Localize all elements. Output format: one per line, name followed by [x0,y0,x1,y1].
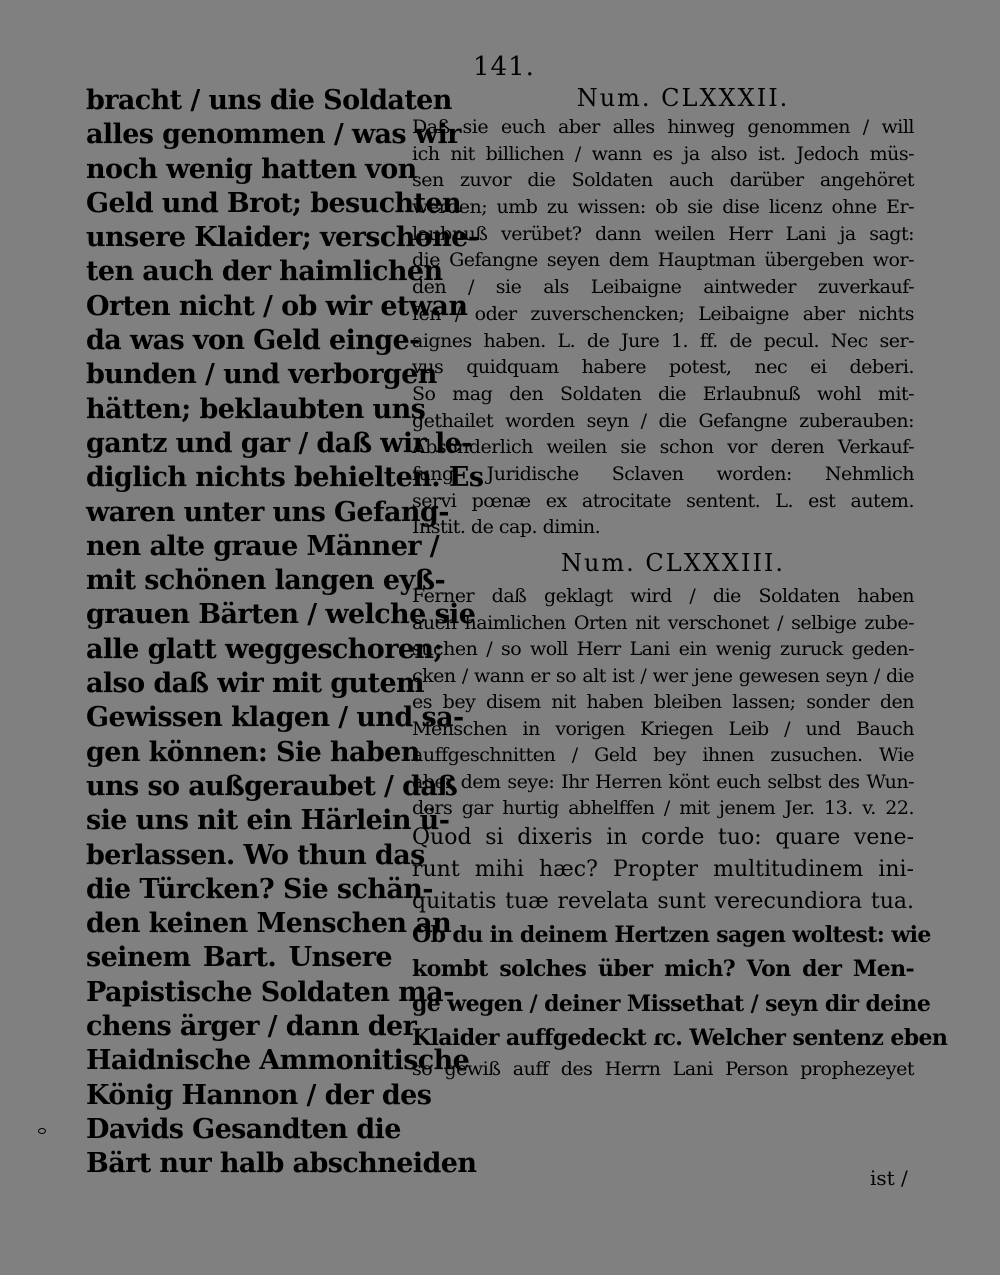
text-line: chens ärger / dann der [86,1011,417,1043]
text-line: grauen Bärten / welche sie [86,599,476,631]
text-line: ders gar hurtig abhelffen / mit jenem Jer. 13. v. 22. [412,797,914,819]
text-line: waren unter uns Gefang- [86,496,449,528]
text-line: hätten; beklaubten uns [86,393,426,425]
text-line: kombt solches über mich? Von der Men- [412,956,914,982]
text-line: aber dem seye: Ihr Herren könt euch selbst des Wun- [412,770,914,793]
text-line: König Hannon / der des [86,1079,432,1111]
text-line: Davids Gesandten die [86,1113,401,1145]
text-line: Papistische Soldaten ma- [86,976,454,1008]
text-line: Gewissen klagen / und sa- [86,702,464,734]
text-line: laubnuß verübet? dann weilen Herr Lani ja sagt: [412,222,914,245]
text-line: noch wenig hatten von [86,153,417,185]
text-line: die Türcken? Sie schän- [86,873,433,905]
text-line: die Gefangne seyen dem Hauptman übergeben wor- [412,249,914,272]
text-line: also daß wir mit gutem [86,668,424,700]
text-line: gen können: Sie haben [86,736,420,768]
ink-speck [38,1128,46,1134]
text-line: ge wegen / deiner Missethat / seyn dir deine [412,990,931,1017]
text-line: fung Juridische Sclaven worden: Nehmlich [412,462,914,485]
text-line: Orten nicht / ob wir etwan [86,290,468,322]
text-line: alle glatt weggeschoren; [86,633,443,665]
text-line: bracht / uns die Soldaten [86,85,452,116]
text-line: sen zuvor die Soldaten auch darüber angehöret [412,169,914,192]
text-line: auch haimlichen Orten nit verschonet / selbige zube- [412,611,914,634]
text-line: Ferner daß geklagt wird / die Soldaten haben [412,585,914,607]
text-line: Daß sie euch aber alles hinweg genommen / will [412,116,914,138]
text-line: da was von Geld einge- [86,325,420,357]
text-line: Instit. de cap. dimin. [412,516,601,539]
text-line: unsere Klaider; verschone- [86,222,479,254]
text-line: diglich nichts behielten. Es [86,462,484,494]
text-line: So mag den Soldaten die Erlaubnuß wohl mit- [412,382,914,405]
text-line: Quod si dixeris in corde tuo: quare vene- [412,824,914,850]
section-heading: Num. CLXXXIII. [560,549,786,577]
text-line: berlassen. Wo thun das [86,839,425,871]
text-line: den keinen Menschen an [86,908,452,940]
text-line: den / sie als Leibaigne aintweder zuverkauf- [412,276,914,299]
text-line: quitatis tuæ revelata sunt verecundiora tua. [412,888,914,914]
text-line: so gewiß auff des Herrn Lani Person prophezeyet [412,1057,914,1080]
section-body [412,583,948,1082]
section-body [412,114,914,541]
section-heading: Num. CLXXXII. [576,84,790,112]
text-line: Absonderlich weilen sie schon vor deren Verkauf- [412,436,914,459]
text-line: nen alte graue Männer / [86,530,439,562]
text-line: ich nit billichen / wann es ja also ist. Jedoch müs- [412,142,914,165]
catchword: ist / [870,1166,908,1190]
text-line: suchen / so woll Herr Lani ein wenig zuruck geden- [412,638,914,660]
text-line: gantz und gar / daß wir le- [86,427,472,459]
text-line: runt mihi hæc? Propter multitudinem ini- [412,856,914,882]
text-line: aignes haben. L. de Jure 1. ff. de pecul. Nec ser- [412,329,914,352]
text-line: werden; umb zu wissen: ob sie dise licenz ohne Er- [412,196,914,219]
text-line: bunden / und verborgen [86,359,437,391]
text-line: gethailet worden seyn / die Gefangne zuberauben: [412,409,914,432]
section-clxxxii [412,84,914,541]
page-number: 141. [473,52,535,82]
text-line: Bärt nur halb abschneiden [86,1148,477,1180]
text-line: Menschen in vorigen Kriegen Leib / und Bauch [412,717,914,740]
left-column [86,84,484,1182]
text-line: uns so außgeraubet / daß [86,770,458,802]
text-line: Geld und Brot; besuchten [86,187,462,219]
text-line: es bey disem nit haben bleiben lassen; sonder den [412,691,914,713]
section-clxxxiii [412,545,948,1082]
right-column [412,84,948,1082]
text-line: alles genommen / was wir [86,119,461,151]
text-line: sie uns nit ein Härlein ü- [86,805,450,837]
text-line: cken / wann er so alt ist / wer jene gewesen seyn / die [412,664,914,687]
text-line: Haidnische Ammonitische [86,1045,470,1077]
text-line: auffgeschnitten / Geld bey ihnen zusuchen. Wie [412,744,914,766]
text-line: fen / oder zuverschencken; Leibaigne aber nichts [412,302,914,325]
text-line: mit schönen langen eyß- [86,565,446,597]
text-line: vus quidquam habere potest, nec ei deberi. [412,356,914,379]
text-line: servi pœnæ ex atrocitate sentent. L. est autem. [412,489,914,512]
text-line: Klaider auffgedeckt ɾc. Welcher sentenz eben [412,1025,948,1051]
text-line: ten auch der haimlichen [86,256,443,288]
text-line: seinem Bart. Unsere [86,942,392,974]
text-line: Ob du in deinem Hertzen sagen woltest: wie [412,921,931,948]
